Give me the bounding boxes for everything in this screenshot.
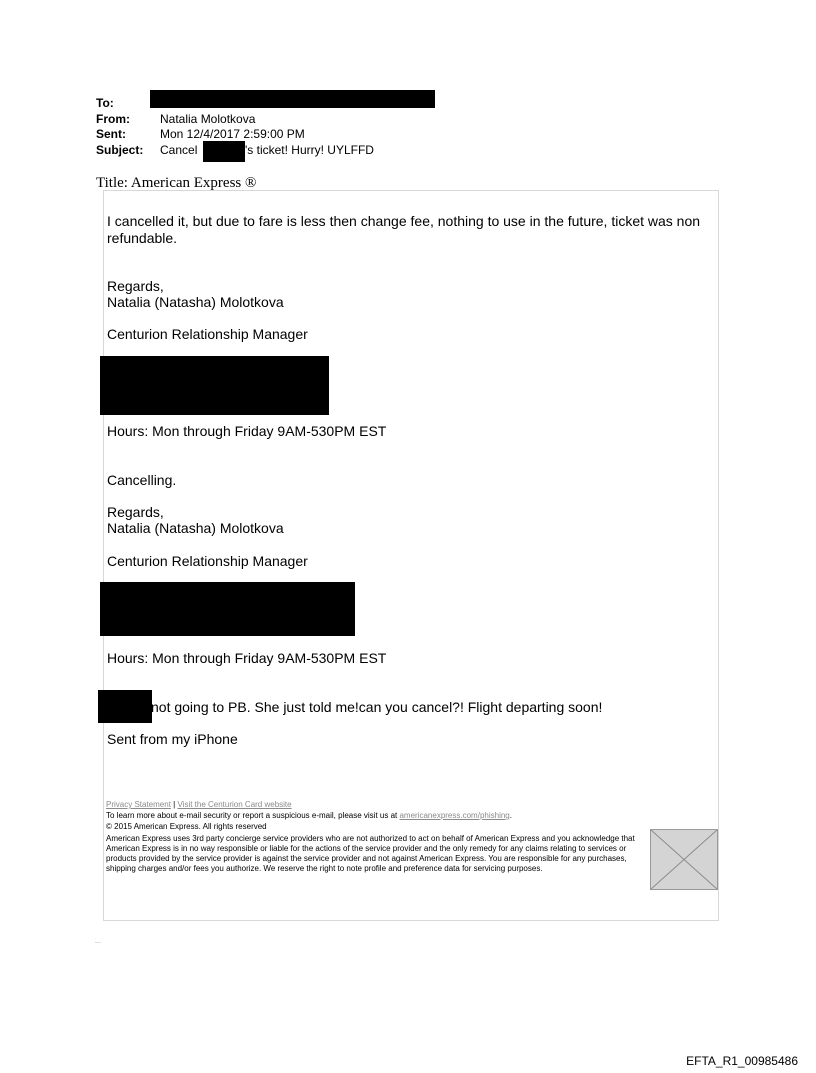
phishing-link[interactable]: americanexpress.com/phishing bbox=[399, 811, 510, 820]
from-label: From: bbox=[96, 112, 130, 126]
reply2-text: Cancelling. bbox=[107, 472, 177, 488]
subject-part1: Cancel bbox=[160, 143, 198, 157]
sent-value: Mon 12/4/2017 2:59:00 PM bbox=[160, 127, 305, 141]
reply1-role: Centurion Relationship Manager bbox=[107, 326, 308, 342]
reply2-name: Natalia (Natasha) Molotkova bbox=[107, 520, 284, 536]
reply1-text: I cancelled it, but due to fare is less then change fee, nothing to use in the future, ticket was non refundable. bbox=[107, 213, 701, 246]
reply2-hours: Hours: Mon through Friday 9AM-530PM EST bbox=[107, 650, 387, 666]
signature-redaction-2 bbox=[100, 582, 355, 636]
sent-label: Sent: bbox=[96, 127, 126, 141]
message-title: Title: American Express ® bbox=[96, 175, 257, 191]
privacy-statement-link[interactable]: Privacy Statement bbox=[106, 800, 171, 809]
reply1-name: Natalia (Natasha) Molotkova bbox=[107, 294, 284, 310]
footer-security bbox=[106, 811, 512, 821]
subject-redaction bbox=[203, 141, 245, 162]
footer-disclaimer: American Express uses 3rd party concierge service providers who are not authorized to act on behalf of American Express and you acknowledge that American Express is in no way responsible or liable for the actions of the service provider and the only remedy for any claims relating to services or products provided by the service provider is against the service provider and not against American Express. You are responsible for any purchases, shipping charges and/or fees you authorize. We reserve the right to note profile and preference data for servicing purposes. bbox=[106, 834, 635, 873]
reply2-role: Centurion Relationship Manager bbox=[107, 553, 308, 569]
signature-redaction-1 bbox=[100, 356, 329, 415]
security-text: To learn more about e-mail security or report a suspicious e-mail, please visit us at bbox=[106, 811, 398, 820]
footer-copyright: © 2015 American Express. All rights reserved bbox=[106, 822, 267, 831]
missing-image-icon bbox=[650, 829, 718, 890]
stray-mark: · —— bbox=[95, 936, 101, 944]
from-row bbox=[96, 112, 396, 126]
original-signature: Sent from my iPhone bbox=[107, 731, 238, 747]
subject-label: Subject: bbox=[96, 143, 144, 157]
security-period: . bbox=[509, 811, 512, 820]
original-text: not going to PB. She just told me!can you cancel?! Flight departing soon! bbox=[151, 699, 603, 715]
from-value: Natalia Molotkova bbox=[160, 112, 256, 126]
subject-part2: 's ticket! Hurry! UYLFFD bbox=[245, 143, 374, 157]
centurion-website-link[interactable]: Visit the Centurion Card website bbox=[177, 800, 292, 809]
sender-name-redaction bbox=[98, 690, 152, 723]
to-redaction bbox=[150, 90, 435, 108]
subject-row bbox=[96, 143, 416, 157]
to-label: To: bbox=[96, 96, 114, 110]
reply1-hours: Hours: Mon through Friday 9AM-530PM EST bbox=[107, 423, 387, 439]
sent-row bbox=[96, 127, 396, 141]
reply2-regards: Regards, bbox=[107, 504, 164, 520]
footer-separator: | bbox=[173, 800, 176, 809]
document-id: EFTA_R1_00985486 bbox=[686, 1054, 798, 1068]
reply1-regards: Regards, bbox=[107, 278, 164, 294]
footer-links bbox=[106, 800, 292, 810]
